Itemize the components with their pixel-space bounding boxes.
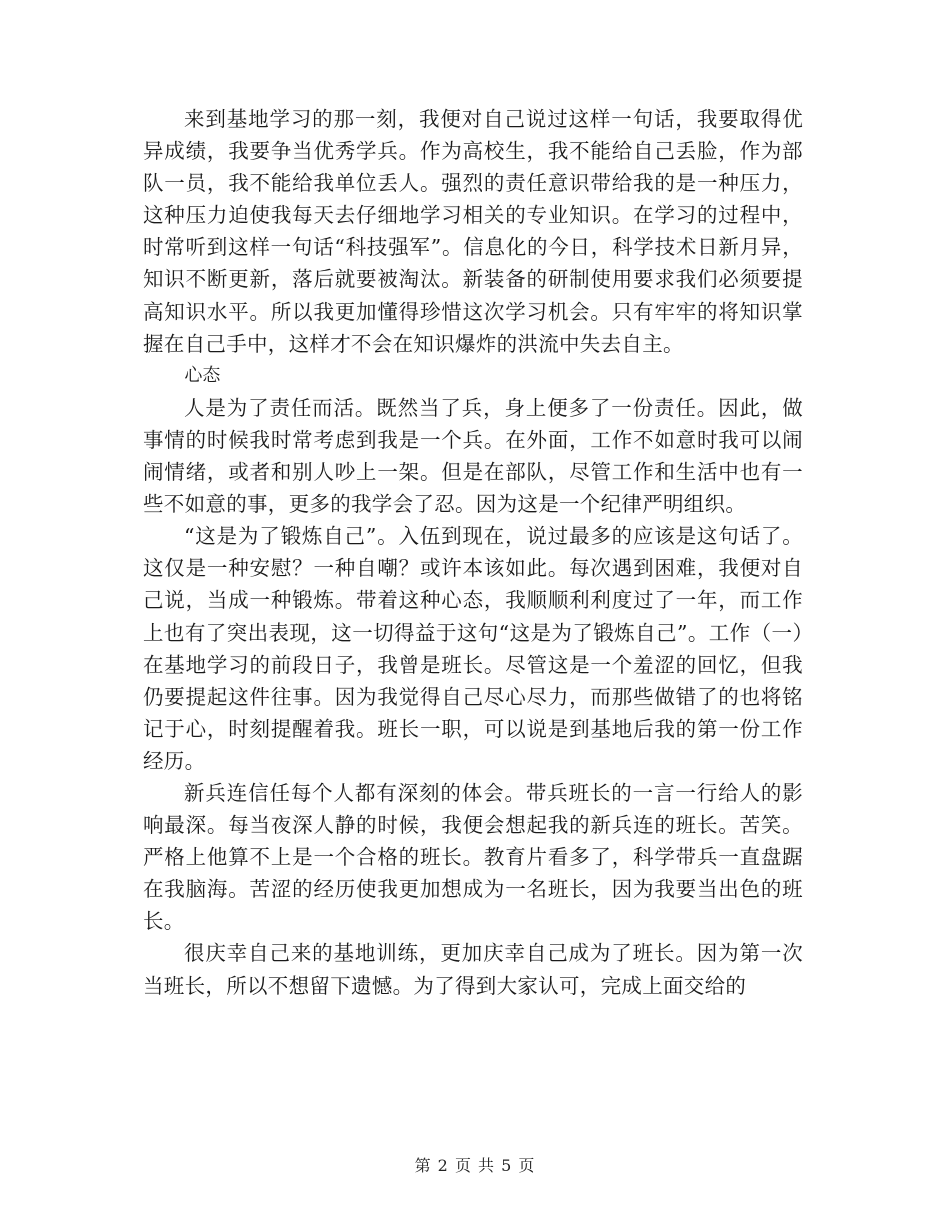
paragraph-responsibility: 人是为了责任而活。既然当了兵，身上便多了一份责任。因此，做事情的时候我时常考虑到我是一个兵。在外面，工作不如意时我可以闹闹情绪，或者和别人吵上一架。但是在部队，尽管工作和生活中也有一些不如意的事，更多的我学会了忍。因为这是一个纪律严明组织。 (143, 395, 803, 517)
document-body (143, 103, 803, 1002)
section-heading-mindset: 心态 (184, 364, 221, 386)
page-number-footer: 第 2 页 共 5 页 (414, 1156, 536, 1175)
paragraph-base-training: 很庆幸自己来的基地训练，更加庆幸自己成为了班长。因为第一次当班长，所以不想留下遗憾。为了得到大家认可，完成上面交给的 (143, 941, 803, 998)
paragraph-self-training: “这是为了锻炼自己”。入伍到现在，说过最多的应该是这句话了。这仅是一种安慰？一种自嘲？或许本该如此。每次遇到困难，我便对自己说，当成一种锻炼。带着这种心态，我顺顺利利度过了一年，而工作上也有了突出表现，这一切得益于这句“这是为了锻炼自己”。工作（一）在基地学习的前段日子，我曾是班长。尽管这是一个羞涩的回忆，但我仍要提起这件往事。因为我觉得自己尽心尽力，而那些做错了的也将铭记于心，时刻提醒着我。班长一职，可以说是到基地后我的第一份工作经历。 (143, 524, 803, 773)
paragraph-study-goal: 来到基地学习的那一刻，我便对自己说过这样一句话，我要取得优异成绩，我要争当优秀学兵。作为高校生，我不能给自己丢脸，作为部队一员，我不能给我单位丢人。强烈的责任意识带给我的是一种压力，这种压力迫使我每天去仔细地学习相关的专业知识。在学习的过程中，时常听到这样一句话“科技强军”。信息化的今日，科学技术日新月异，知识不断更新，落后就要被淘汰。新装备的研制使用要求我们必须要提高知识水平。所以我更加懂得珍惜这次学习机会。只有牢牢的将知识掌握在自己手中，这样才不会在知识爆炸的洪流中失去自主。 (143, 107, 803, 356)
paragraph-squad-leader: 新兵连信任每个人都有深刻的体会。带兵班长的一言一行给人的影响最深。每当夜深人静的时候，我便会想起我的新兵连的班长。苦笑。严格上他算不上是一个合格的班长。教育片看多了，科学带兵一直盘踞在我脑海。苦涩的经历使我更加想成为一名班长，因为我要当出色的班长。 (143, 780, 803, 934)
